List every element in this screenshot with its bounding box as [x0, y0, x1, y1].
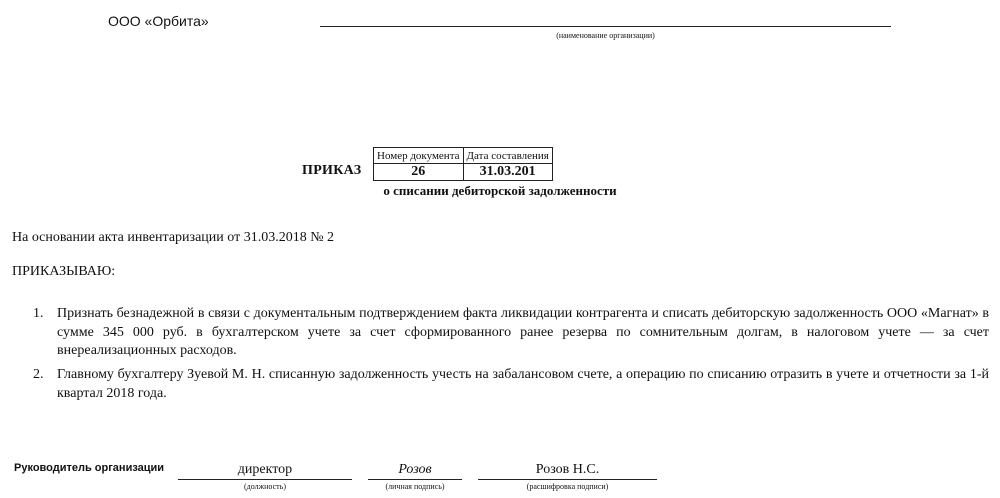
position-line — [178, 479, 352, 480]
document-date: 31.03.201 — [463, 164, 552, 181]
name-caption: (расшифровка подписи) — [526, 482, 609, 491]
position-field — [178, 462, 352, 491]
signature-label: Руководитель организации — [14, 462, 165, 474]
organization-caption: (наименование организации) — [556, 31, 655, 40]
name-line — [478, 479, 657, 480]
organization-name: ООО «Орбита» — [108, 13, 209, 29]
position-caption: (должность) — [244, 482, 286, 491]
order-details-table — [373, 147, 553, 181]
list-item — [33, 366, 989, 403]
list-item-number: 1. — [33, 306, 44, 321]
list-item-number: 2. — [33, 367, 44, 382]
signature-caption: (личная подпись) — [385, 482, 445, 491]
signature-line — [368, 479, 462, 480]
signature-value: Розов — [398, 462, 432, 477]
signature-field — [368, 462, 462, 491]
organization-line — [320, 26, 891, 27]
list-item-text: Главному бухгалтеру Зуевой М. Н. списанную задолженность учесть на забалансовом счете, а операцию по списанию отразить в учете и отчетности за 1-й квартал 2018 года. — [57, 367, 989, 401]
document-number: 26 — [374, 164, 464, 181]
table-header-row — [374, 148, 553, 164]
list-item-text: Признать безнадежной в связи с документальным подтверждением факта ликвидации контрагента и списать дебиторскую задолженность ООО «Магнат» в сумме 345 000 руб. в бухгалтерском учете за счет сформированного ранее резерва по сомнительным долгам, в налоговом учете — за счет внереализационных расходов. — [57, 306, 989, 358]
table-value-row — [374, 164, 553, 181]
name-field — [478, 462, 657, 491]
document-number-header: Номер документа — [374, 148, 464, 164]
orders-heading: ПРИКАЗЫВАЮ: — [12, 264, 116, 279]
order-title: ПРИКАЗ — [302, 163, 362, 178]
order-subtitle: о списании дебиторской задолженности — [383, 183, 617, 198]
basis-text: На основании акта инвентаризации от 31.03.2018 № 2 — [12, 230, 335, 245]
position-value: директор — [237, 462, 293, 477]
list-item — [33, 305, 989, 361]
name-value: Розов Н.С. — [535, 462, 600, 477]
document-date-header: Дата составления — [463, 148, 552, 164]
